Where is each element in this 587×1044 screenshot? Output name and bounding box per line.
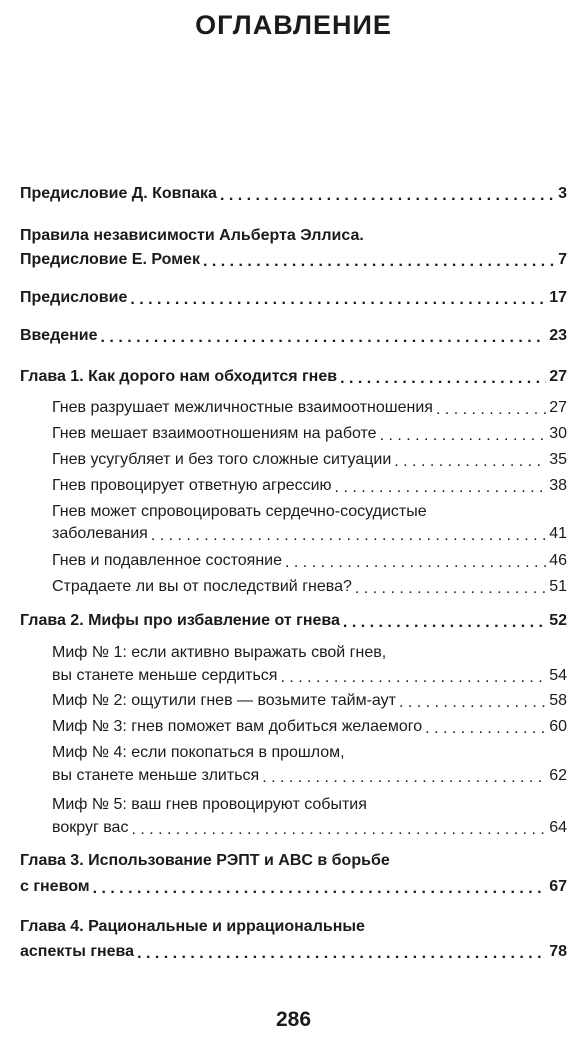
toc-entry-page: 60	[549, 718, 567, 735]
dot-leader	[93, 887, 547, 893]
toc-entry-text: Предисловие	[20, 289, 128, 306]
toc-subentry[interactable]	[52, 717, 567, 737]
dot-leader	[203, 260, 555, 266]
toc-entry-text: вы станете меньше сердиться	[52, 667, 278, 684]
toc-entry-page: 27	[549, 368, 567, 385]
toc-entry[interactable]	[20, 611, 567, 631]
toc-entry-page: 23	[549, 327, 567, 344]
dot-leader	[262, 776, 546, 782]
toc-entry-text: Миф № 2: ощутили гнев — возьмите тайм-аут	[52, 692, 396, 709]
toc-entry-text: Введение	[20, 327, 98, 344]
dot-leader	[335, 486, 547, 492]
dot-leader	[380, 434, 547, 440]
toc-subentry[interactable]	[52, 691, 567, 711]
toc-subentry[interactable]	[52, 450, 567, 470]
toc-entry-text: Глава 4. Рациональные и иррациональные	[20, 918, 365, 935]
toc-subentry[interactable]	[52, 424, 567, 444]
toc-entry-page: 62	[549, 767, 567, 784]
toc-entry-text: Предисловие Е. Ромек	[20, 251, 200, 268]
toc-entry-page: 52	[549, 612, 567, 629]
toc-entry-page: 38	[549, 477, 567, 494]
dot-leader	[425, 727, 546, 733]
toc-entry[interactable]	[20, 851, 547, 871]
toc-entry-text: аспекты гнева	[20, 943, 135, 960]
toc-entry-text: Миф № 5: ваш гнев провоцируют события	[52, 796, 367, 813]
toc-entry[interactable]	[20, 367, 567, 387]
toc-entry-text: вокруг вас	[52, 819, 129, 836]
toc-entry-page: 51	[549, 578, 567, 595]
toc-subentry[interactable]	[52, 502, 557, 522]
toc-entry-page: 7	[558, 251, 567, 268]
toc-entry-page: 58	[549, 692, 567, 709]
dot-leader	[399, 701, 546, 707]
toc-entry-text: Миф № 1: если активно выражать свой гнев,	[52, 644, 387, 661]
toc-entry-text: Правила независимости Альберта Эллиса.	[20, 227, 364, 244]
toc-entry-text: Предисловие Д. Ковпака	[20, 185, 217, 202]
toc-entry-page: 17	[549, 289, 567, 306]
dot-leader	[285, 561, 546, 567]
dot-leader	[137, 952, 546, 958]
toc-entry-text: Гнев разрушает межличностные взаимоотношения	[52, 399, 433, 416]
toc-entry-text: Миф № 3: гнев поможет вам добиться желаемого	[52, 718, 423, 735]
toc-entry-text: Глава 3. Использование РЭПТ и ABC в борьбе	[20, 852, 390, 869]
toc-entry[interactable]	[20, 250, 567, 270]
toc-entry-text: Гнев провоцирует ответную агрессию	[52, 477, 332, 494]
toc-entry-page: 64	[549, 819, 567, 836]
toc-entry-text: Гнев может спровоцировать сердечно-сосудистые	[52, 503, 427, 520]
dot-leader	[220, 194, 555, 200]
toc-entry-text: Миф № 4: если покопаться в прошлом,	[52, 744, 345, 761]
dot-leader	[355, 587, 546, 593]
toc-entry-page: 54	[549, 667, 567, 684]
dot-leader	[280, 676, 546, 682]
toc-entry-text: с гневом	[20, 878, 90, 895]
toc-entry-text: Глава 2. Мифы про избавление от гнева	[20, 612, 340, 629]
dot-leader	[394, 460, 546, 466]
page-number: 286	[275, 1008, 312, 1031]
toc-entry[interactable]	[20, 288, 567, 308]
toc-entry-page: 67	[549, 878, 567, 895]
toc-entry-page: 46	[549, 552, 567, 569]
toc-entry-text: Страдаете ли вы от последствий гнева?	[52, 578, 352, 595]
dot-leader	[151, 534, 546, 540]
toc-entry[interactable]	[20, 226, 567, 246]
dot-leader	[131, 828, 546, 834]
dot-leader	[343, 621, 546, 627]
toc-entry[interactable]	[20, 917, 547, 937]
toc-entry-page: 27	[549, 399, 567, 416]
toc-subentry[interactable]	[52, 643, 557, 663]
toc-entry-text: Глава 1. Как дорого нам обходится гнев	[20, 368, 338, 385]
toc-entry-text: Гнев и подавленное состояние	[52, 552, 283, 569]
toc-entry[interactable]	[20, 326, 567, 346]
dot-leader	[101, 336, 547, 342]
toc-subentry[interactable]	[52, 766, 567, 786]
dot-leader	[436, 408, 546, 414]
dot-leader	[130, 298, 546, 304]
toc-subentry[interactable]	[52, 476, 567, 496]
toc-entry-page: 3	[558, 185, 567, 202]
toc-entry-text: Гнев усугубляет и без того сложные ситуации	[52, 451, 392, 468]
toc-entry-text: вы станете меньше злиться	[52, 767, 260, 784]
toc-subentry[interactable]	[52, 524, 567, 544]
toc-entry-page: 78	[549, 943, 567, 960]
toc-entry-text: Гнев мешает взаимоотношениям на работе	[52, 425, 377, 442]
toc-subentry[interactable]	[52, 577, 567, 597]
dot-leader	[340, 377, 546, 383]
toc-subentry[interactable]	[52, 398, 567, 418]
toc-entry[interactable]	[20, 942, 567, 962]
toc-subentry[interactable]	[52, 818, 567, 838]
toc-subentry[interactable]	[52, 551, 567, 571]
toc-subentry[interactable]	[52, 795, 557, 815]
toc-entry[interactable]	[20, 877, 567, 897]
toc-entry[interactable]	[20, 184, 567, 204]
page-title: ОГЛАВЛЕНИЕ	[195, 10, 392, 40]
toc-subentry[interactable]	[52, 743, 557, 763]
toc-entry-text: заболевания	[52, 525, 148, 542]
toc-entry-page: 35	[549, 451, 567, 468]
toc-subentry[interactable]	[52, 666, 567, 686]
toc-entry-page: 41	[549, 525, 567, 542]
toc-entry-page: 30	[549, 425, 567, 442]
